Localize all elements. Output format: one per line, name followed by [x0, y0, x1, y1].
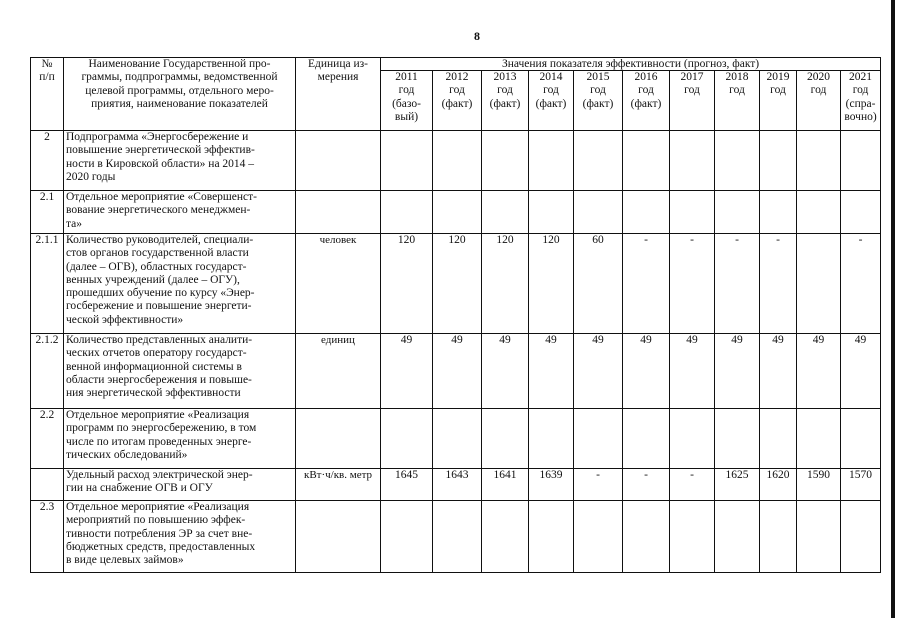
value-2011: 120 — [381, 234, 433, 334]
value-2021 — [841, 131, 881, 191]
row-number — [31, 469, 64, 501]
header-number: № п/п — [31, 58, 64, 131]
value-2014: 1639 — [529, 469, 574, 501]
header-row — [31, 58, 881, 71]
unit-cell — [296, 191, 381, 234]
header-year-2016: 2016 год (факт) — [623, 71, 670, 131]
value-2019: 1620 — [760, 469, 797, 501]
row-number: 2.2 — [31, 409, 64, 469]
value-2013 — [482, 409, 529, 469]
header-year-2017: 2017 год — [670, 71, 715, 131]
value-2013: 49 — [482, 334, 529, 409]
value-2014: 120 — [529, 234, 574, 334]
value-2020 — [797, 409, 841, 469]
scan-edge-bar — [891, 0, 895, 618]
value-2013: 1641 — [482, 469, 529, 501]
value-2018: 1625 — [715, 469, 760, 501]
header-year-2021: 2021 год (спра- вочно) — [841, 71, 881, 131]
unit-cell — [296, 409, 381, 469]
value-2015 — [574, 409, 623, 469]
value-2017 — [670, 191, 715, 234]
header-unit: Единица из- мерения — [296, 58, 381, 131]
indicator-name: Отдельное мероприятие «Реализация мероприятий по повышению эффек- тивности потребления ЭР за счет вне- бюджетных средств, предоставленных в виде целевых займов» — [64, 501, 296, 573]
row-number: 2.1 — [31, 191, 64, 234]
value-2021 — [841, 409, 881, 469]
value-2016 — [623, 191, 670, 234]
unit-cell — [296, 131, 381, 191]
value-2021 — [841, 191, 881, 234]
table-row — [31, 191, 881, 234]
header-year-2020: 2020 год — [797, 71, 841, 131]
value-2020 — [797, 191, 841, 234]
value-2016: 49 — [623, 334, 670, 409]
value-2019: - — [760, 234, 797, 334]
value-2015 — [574, 191, 623, 234]
value-2019 — [760, 191, 797, 234]
value-2015: 49 — [574, 334, 623, 409]
value-2016 — [623, 409, 670, 469]
header-values-group: Значения показателя эффективности (прогноз, факт) — [381, 58, 881, 71]
unit-cell — [296, 501, 381, 573]
value-2014 — [529, 131, 574, 191]
value-2020: 49 — [797, 334, 841, 409]
indicator-name: Подпрограмма «Энергосбережение и повышение энергетической эффектив- ности в Кировской области» на 2014 – 2020 годы — [64, 131, 296, 191]
indicator-name: Количество руководителей, специали- стов органов государственной власти (далее – ОГВ), областных государст- венных учреждений (далее – ОГУ), прошедших обучение по курсу «Энер- госбережение и повышение энергети- ческой эффективности» — [64, 234, 296, 334]
indicators-table — [30, 57, 881, 573]
value-2016 — [623, 131, 670, 191]
value-2014 — [529, 409, 574, 469]
table-row — [31, 334, 881, 409]
value-2011 — [381, 501, 433, 573]
value-2016: - — [623, 469, 670, 501]
value-2013 — [482, 191, 529, 234]
value-2020 — [797, 234, 841, 334]
value-2015: - — [574, 469, 623, 501]
value-2015: 60 — [574, 234, 623, 334]
value-2012 — [433, 131, 482, 191]
value-2017 — [670, 131, 715, 191]
header-year-2012: 2012 год (факт) — [433, 71, 482, 131]
value-2012: 120 — [433, 234, 482, 334]
value-2013 — [482, 501, 529, 573]
indicator-name: Удельный расход электрической энер- гии на снабжение ОГВ и ОГУ — [64, 469, 296, 501]
value-2021: 1570 — [841, 469, 881, 501]
value-2021: - — [841, 234, 881, 334]
value-2020: 1590 — [797, 469, 841, 501]
row-number: 2 — [31, 131, 64, 191]
value-2018 — [715, 191, 760, 234]
page-number: 8 — [474, 29, 480, 43]
value-2017: - — [670, 234, 715, 334]
value-2018: - — [715, 234, 760, 334]
value-2019 — [760, 131, 797, 191]
value-2018 — [715, 409, 760, 469]
unit-cell: человек — [296, 234, 381, 334]
value-2011 — [381, 131, 433, 191]
value-2013: 120 — [482, 234, 529, 334]
row-number: 2.1.2 — [31, 334, 64, 409]
value-2018 — [715, 501, 760, 573]
header-year-2011: 2011 год (базо- вый) — [381, 71, 433, 131]
value-2012: 49 — [433, 334, 482, 409]
value-2019: 49 — [760, 334, 797, 409]
value-2018 — [715, 131, 760, 191]
header-year-2013: 2013 год (факт) — [482, 71, 529, 131]
table-row — [31, 409, 881, 469]
header-year-2014: 2014 год (факт) — [529, 71, 574, 131]
header-year-2018: 2018 год — [715, 71, 760, 131]
value-2014: 49 — [529, 334, 574, 409]
value-2012 — [433, 191, 482, 234]
value-2011 — [381, 409, 433, 469]
value-2012 — [433, 409, 482, 469]
unit-cell: кВт·ч/кв. метр — [296, 469, 381, 501]
unit-cell: единиц — [296, 334, 381, 409]
value-2020 — [797, 501, 841, 573]
value-2016 — [623, 501, 670, 573]
indicator-name: Количество представленных аналити- ческих отчетов оператору государст- венной информационной системы в области энергосбережения и повыше- ния энергетической эффективности — [64, 334, 296, 409]
table-row — [31, 131, 881, 191]
table-row — [31, 501, 881, 573]
value-2011 — [381, 191, 433, 234]
value-2019 — [760, 409, 797, 469]
row-number: 2.1.1 — [31, 234, 64, 334]
header-name: Наименование Государственной про- граммы, подпрограммы, ведомственной целевой программы, отдельного меро- приятия, наименование показателей — [64, 58, 296, 131]
value-2014 — [529, 191, 574, 234]
value-2011: 49 — [381, 334, 433, 409]
value-2021: 49 — [841, 334, 881, 409]
value-2011: 1645 — [381, 469, 433, 501]
value-2017 — [670, 409, 715, 469]
value-2018: 49 — [715, 334, 760, 409]
value-2021 — [841, 501, 881, 573]
value-2015 — [574, 501, 623, 573]
value-2016: - — [623, 234, 670, 334]
header-year-2015: 2015 год (факт) — [574, 71, 623, 131]
value-2012: 1643 — [433, 469, 482, 501]
value-2015 — [574, 131, 623, 191]
table-row — [31, 469, 881, 501]
value-2017: 49 — [670, 334, 715, 409]
value-2017: - — [670, 469, 715, 501]
value-2019 — [760, 501, 797, 573]
row-number: 2.3 — [31, 501, 64, 573]
indicator-name: Отдельное мероприятие «Совершенст- вование энергетического менеджмен- та» — [64, 191, 296, 234]
value-2020 — [797, 131, 841, 191]
value-2017 — [670, 501, 715, 573]
indicator-name: Отдельное мероприятие «Реализация программ по энергосбережению, в том числе по итогам проведенных энерге- тических обследований» — [64, 409, 296, 469]
value-2012 — [433, 501, 482, 573]
table-row — [31, 234, 881, 334]
value-2013 — [482, 131, 529, 191]
header-year-2019: 2019 год — [760, 71, 797, 131]
value-2014 — [529, 501, 574, 573]
